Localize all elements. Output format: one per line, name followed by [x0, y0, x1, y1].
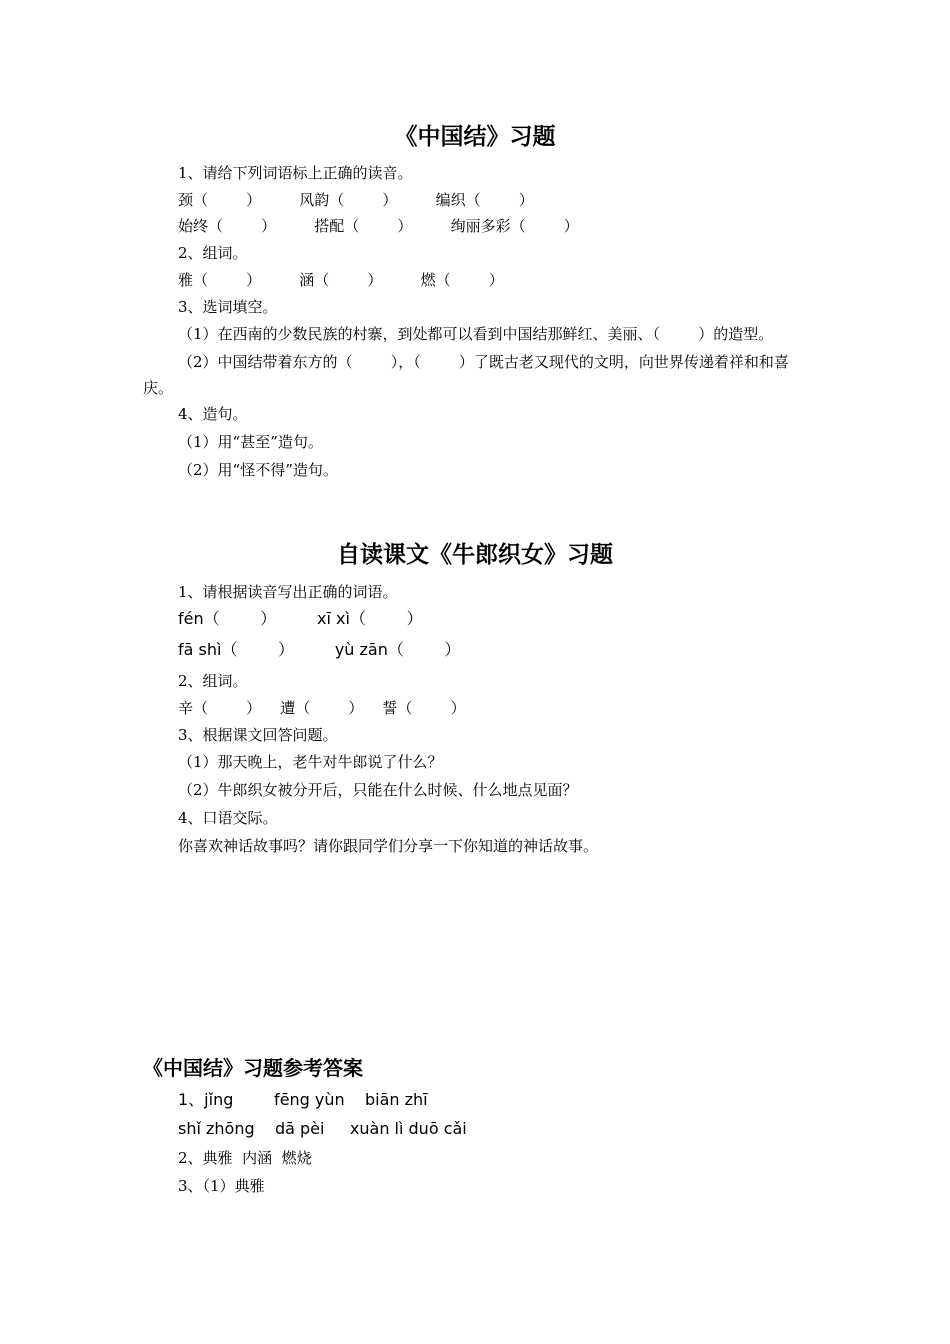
section-title: 《中国结》习题: [394, 124, 556, 150]
question-1-row-1: 颈（ ） 风韵（ ） 编织（ ）: [178, 191, 534, 209]
question-4: 4、口语交际。: [178, 809, 278, 827]
question-1-row-2: 始终（ ） 搭配（ ） 绚丽多彩（ ）: [178, 217, 579, 235]
question-1-row-2: fā shì（ ） yù zān（ ）: [178, 640, 461, 659]
question-4: 4、造句。: [178, 405, 248, 423]
question-4-item-2: （2）用“怪不得”造句。: [178, 461, 338, 479]
question-3-item-2: （2）中国结带着东方的（ ），（ ）了既古老又现代的文明，向世界传递着祥和和喜: [178, 353, 789, 371]
question-2: 2、组词。: [178, 672, 248, 690]
question-3: 3、根据课文回答问题。: [178, 726, 338, 744]
question-3: 3、选词填空。: [178, 298, 278, 316]
question-1: 1、请给下列词语标上正确的读音。: [178, 164, 413, 182]
question-3-item-1: （1）那天晚上，老牛对牛郎说了什么？: [178, 753, 443, 771]
question-2-row: 辛（ ） 遭（ ） 誓（ ）: [178, 699, 466, 717]
question-4-text: 你喜欢神话故事吗？请你跟同学们分享一下你知道的神话故事。: [178, 837, 599, 855]
answer-1-row-2: shǐ zhōng dā pèi xuàn lì duō cǎi: [178, 1119, 467, 1138]
question-2: 2、组词。: [178, 244, 248, 262]
question-3-item-1: （1）在西南的少数民族的村寨，到处都可以看到中国结那鲜红、美丽、（ ）的造型。: [178, 325, 774, 343]
question-1: 1、请根据读音写出正确的词语。: [178, 583, 398, 601]
answer-1-row-1: 1、jǐng fēng yùn biān zhī: [178, 1090, 428, 1109]
question-3-item-2: （2）牛郎织女被分开后，只能在什么时候、什么地点见面？: [178, 781, 578, 799]
answers-title: 《中国结》习题参考答案: [143, 1056, 363, 1080]
question-2-row: 雅（ ） 涵（ ） 燃（ ）: [178, 271, 504, 289]
question-3-item-2-continued: 庆。: [143, 379, 174, 397]
answer-2: 2、典雅 内涵 燃烧: [178, 1149, 312, 1167]
section-title: 自读课文《牛郎织女》习题: [337, 542, 613, 568]
question-4-item-1: （1）用“甚至”造句。: [178, 433, 323, 451]
answer-3: 3、（1）典雅: [178, 1177, 265, 1195]
question-1-row-1: fén（ ） xī xì（ ）: [178, 609, 423, 628]
